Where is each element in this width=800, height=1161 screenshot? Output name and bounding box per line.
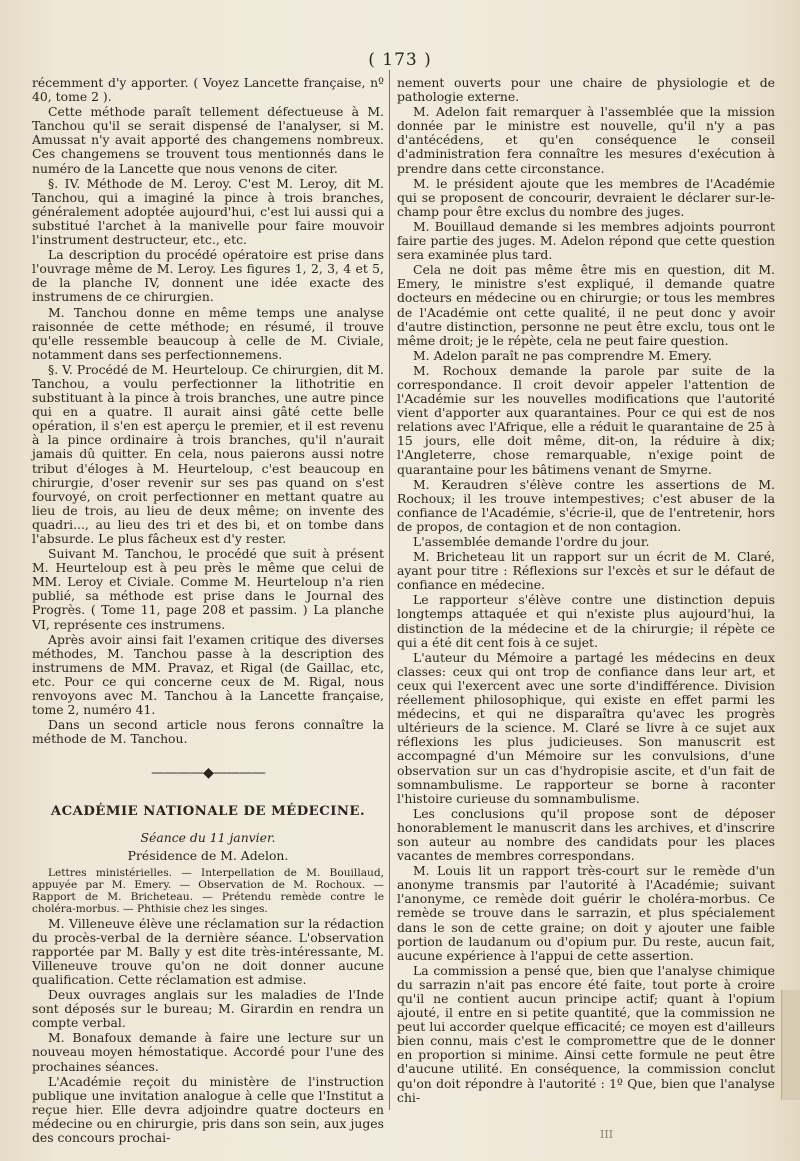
column-divider bbox=[389, 70, 390, 1110]
paragraph: L'Académie reçoit du ministère de l'instruction publique une invitation analogue à celle que l'Institut a reçue hier. Elle devra adjoindre quatre docteurs en médecine ou en chirurgie, pris dans son sein, aux juges des concours prochai- bbox=[32, 1073, 384, 1145]
paragraph: M. Bouillaud demande si les membres adjoints pourront faire partie des juges. M. Adelon répond que cette question sera examinée plus tard. bbox=[397, 218, 775, 263]
paragraph: Suivant M. Tanchou, le procédé que suit à présent M. Heurteloup est à peu près le même que celui de MM. Leroy et Civiale. Comme M. Heurteloup n'a rien publié, sa méthode est prise dans le Journal des Progrès. ( Tome 11, page 208 et passim. ) La planche VI, représente ces instrumens. bbox=[32, 546, 384, 632]
paragraph: M. Louis lit un rapport très-court sur le remède d'un anonyme transmis par l'autorité à l'Académie; suivant l'anonyme, ce remède doit guérir le choléra-morbus. Ce remède se trouve dans le sarrazin, et plus spécialement dans le son de cette graine; on doit y ajouter une faible portion de laudanum ou d'opium pur. Du reste, aucun fait, aucune expérience à l'appui de cette assertion. bbox=[397, 863, 775, 963]
session-date: Séance du 11 janvier. bbox=[140, 829, 276, 845]
paragraph: §. IV. Méthode de M. Leroy. C'est M. Leroy, dit M. Tanchou, qui a imaginé la pince à trois branches, généralement adoptée aujourd'hui, c'est lui aussi qui a substitué l'archet à la manivelle pour faire mouvoir l'instrument destructeur, etc., etc. bbox=[32, 175, 384, 248]
paragraph: M. Villeneuve élève une réclamation sur la rédaction du procès-verbal de la dernière séance. L'observation rapportée par M. Bally y est dite très-intéressante, M. Villeneuve trouve qu'on ne doit donner aucune qualification. Cette réclamation est admise. bbox=[32, 915, 384, 987]
section-separator: ————◆———— bbox=[151, 765, 265, 782]
paragraph: récemment d'y apporter. ( Voyez Lancette française, nº 40, tome 2 ). bbox=[32, 75, 384, 105]
paragraph: M. Bricheteau lit un rapport sur un écrit de M. Claré, ayant pour titre : Réflexions sur l'excès et sur le défaut de confiance en médecine. bbox=[397, 549, 775, 593]
right-column bbox=[397, 76, 775, 1106]
paragraph: Les conclusions qu'il propose sont de déposer honorablement le manuscrit dans les archives, et d'inscrire son auteur au nombre des candidats pour les places vacantes de membres correspondans. bbox=[397, 805, 775, 864]
paragraph: M. le président ajoute que les membres de l'Académie qui se proposent de concourir, devraient le déclarer sur-le-champ pour être exclus du nombre des juges. bbox=[397, 175, 775, 219]
paragraph: La description du procédé opératoire est prise dans l'ouvrage même de M. Leroy. Les figures 1, 2, 3, 4 et 5, de la planche IV, donnent une idée exacte des instrumens de ce chirurgien. bbox=[32, 247, 384, 305]
paragraph: §. V. Procédé de M. Heurteloup. Ce chirurgien, dit M. Tanchou, a voulu perfectionner la lithotritie en substituant à la pince à trois branches, une autre pince qui en a quatre. Il aurait ainsi gâté cette belle opération, il s'en est aperçu le premier, et il est revenu à la pince ordinaire à trois branches, qu'il n'aurait jamais dû quitter. En cela, nous paierons aussi notre tribut d'éloges à M. Heurteloup, c'est beaucoup en chirurgie, d'oser revenir sur ses pas quand on s'est fourvoyé, on croit perfectionner en mettant quatre au lieu de trois, au lieu de deux même; on invente des quadri..., au lieu des tri et des bi, et on tombe dans l'absurde. Le plus fâcheux est d'y rester. bbox=[32, 361, 384, 546]
page-edge-fold bbox=[781, 990, 800, 1100]
paragraph: nement ouverts pour une chaire de physiologie et de pathologie externe. bbox=[397, 75, 775, 105]
footer-mark: III bbox=[600, 1128, 614, 1141]
paragraph: Cette méthode paraît tellement défectueuse à M. Tanchou qu'il se serait dispensé de l'analyser, si M. Amussat n'y avait apporté des changemens nombreux. Ces changemens se trouvent tous mentionnés dans le numéro de la Lancette que nous venons de citer. bbox=[32, 104, 384, 176]
page-number: ( 173 ) bbox=[368, 50, 432, 70]
paragraph: Dans un second article nous ferons connaître la méthode de M. Tanchou. bbox=[32, 717, 384, 747]
section-heading: ACADÉMIE NATIONALE DE MÉDECINE. bbox=[50, 803, 366, 819]
session-president: Présidence de M. Adelon. bbox=[127, 847, 289, 863]
paragraph: Deux ouvrages anglais sur les maladies de l'Inde sont déposés sur le bureau; M. Girardin en rendra un compte verbal. bbox=[32, 987, 384, 1031]
paragraph: M. Bonafoux demande à faire une lecture sur un nouveau moyen hémostatique. Accordé pour l'une des prochaines séances. bbox=[32, 1030, 384, 1074]
paragraph: M. Tanchou donne en même temps une analyse raisonnée de cette méthode; en résumé, il trouve qu'elle ressemble beaucoup à celle de M. Civiale, notamment dans ses perfectionnemens. bbox=[32, 304, 384, 362]
paragraph: La commission a pensé que, bien que l'analyse chimique du sarrazin n'ait pas encore été faite, tout porte à croire qu'il ne contient aucun principe actif; quant à l'opium ajouté, il entre en si petite quantité, que la commission ne peut lui accorder quelque efficacité; ce moyen est d'ailleurs bien connu, mais c'est le compromettre que de le donner en proportion si minime. Ainsi cette formule ne peut être d'aucune utilité. En conséquence, la commission conclut qu'on doit répondre à l'autorité : 1º Que, bien que l'analyse chi- bbox=[397, 962, 775, 1105]
paragraph: L'assemblée demande l'ordre du jour. bbox=[413, 534, 650, 549]
paragraph: Après avoir ainsi fait l'examen critique des diverses méthodes, M. Tanchou passe à la description des instrumens de MM. Pravaz, et Rigal (de Gaillac, etc, etc. Pour ce qui concerne ceux de M. Rigal, nous renvoyons avec M. Tanchou à la Lancette française, tome 2, numéro 41. bbox=[32, 631, 384, 718]
paragraph: M. Rochoux demande la parole par suite de la correspondance. Il croit devoir appeler l'attention de l'Académie sur les nouvelles modifications que l'autorité vient d'apporter aux quarantaines. Pour ce qui est de nos relations avec l'Afrique, elle a réduit le quarantaine de 25 à 15 jours, elle doit même, dit-on, la réduire à dix; l'Angleterre, chose remarquable, n'exige point de quarantaine pour les bâtimens venant de Smyrne. bbox=[397, 362, 775, 477]
session-summary: Lettres ministérielles. — Interpellation de M. Bouillaud, appuyée par M. Emery. — Observation de M. Rochoux. — Rapport de M. Bricheteau. — Prétendu remède contre le choléra-morbus. — Phthisie chez les singes. bbox=[32, 866, 384, 916]
paragraph: Cela ne doit pas même être mis en question, dit M. Emery, le ministre s'est expliqué, il demande quatre docteurs en médecine ou en chirurgie; or tous les membres de l'Académie ont cette qualité, il ne peut donc y avoir d'autre distinction, personne ne peut être exclu, tous ont le même droit; je le répète, cela ne peut faire question. bbox=[397, 262, 775, 348]
paragraph: M. Adelon paraît ne pas comprendre M. Emery. bbox=[413, 347, 712, 363]
paragraph: M. Keraudren s'élève contre les assertions de M. Rochoux; il les trouve intempestives; c'est abuser de la confiance de l'Académie, s'écrie-il, que de l'entretenir, hors de propos, de contagion et de non contagion. bbox=[397, 476, 775, 534]
paragraph: Le rapporteur s'élève contre une distinction depuis longtemps attaquée et qui n'existe plus aujourd'hui, la distinction de la médecine et de la chirurgie; il répète ce qui a été dit cent fois à ce sujet. bbox=[397, 592, 775, 650]
left-column bbox=[32, 76, 384, 1146]
paragraph: L'auteur du Mémoire a partagé les médecins en deux classes: ceux qui ont trop de confiance dans leur art, et ceux qui l'exercent avec une sorte d'indifférence. Division réellement philosophique, qui existe en effet parmi les médecins, et qui ne disparaîtra qu'avec les progrès ultérieurs de la science. M. Claré se livre à ce sujet aux réflexions les plus judicieuses. Son manuscrit est accompagné d'un Mémoire sur les convulsions, d'une observation sur un cas d'hydropisie ascite, et d'un fait de somnambulisme. Le rapporteur se borne à raconter l'histoire curieuse du somnambulisme. bbox=[397, 649, 775, 806]
paragraph: M. Adelon fait remarquer à l'assemblée que la mission donnée par le ministre est nouvelle, qu'il n'y a pas d'antécédens, et qu'en conséquence le conseil d'administration fera connaître les mesures d'exécution à prendre dans cette circonstance. bbox=[397, 104, 775, 176]
